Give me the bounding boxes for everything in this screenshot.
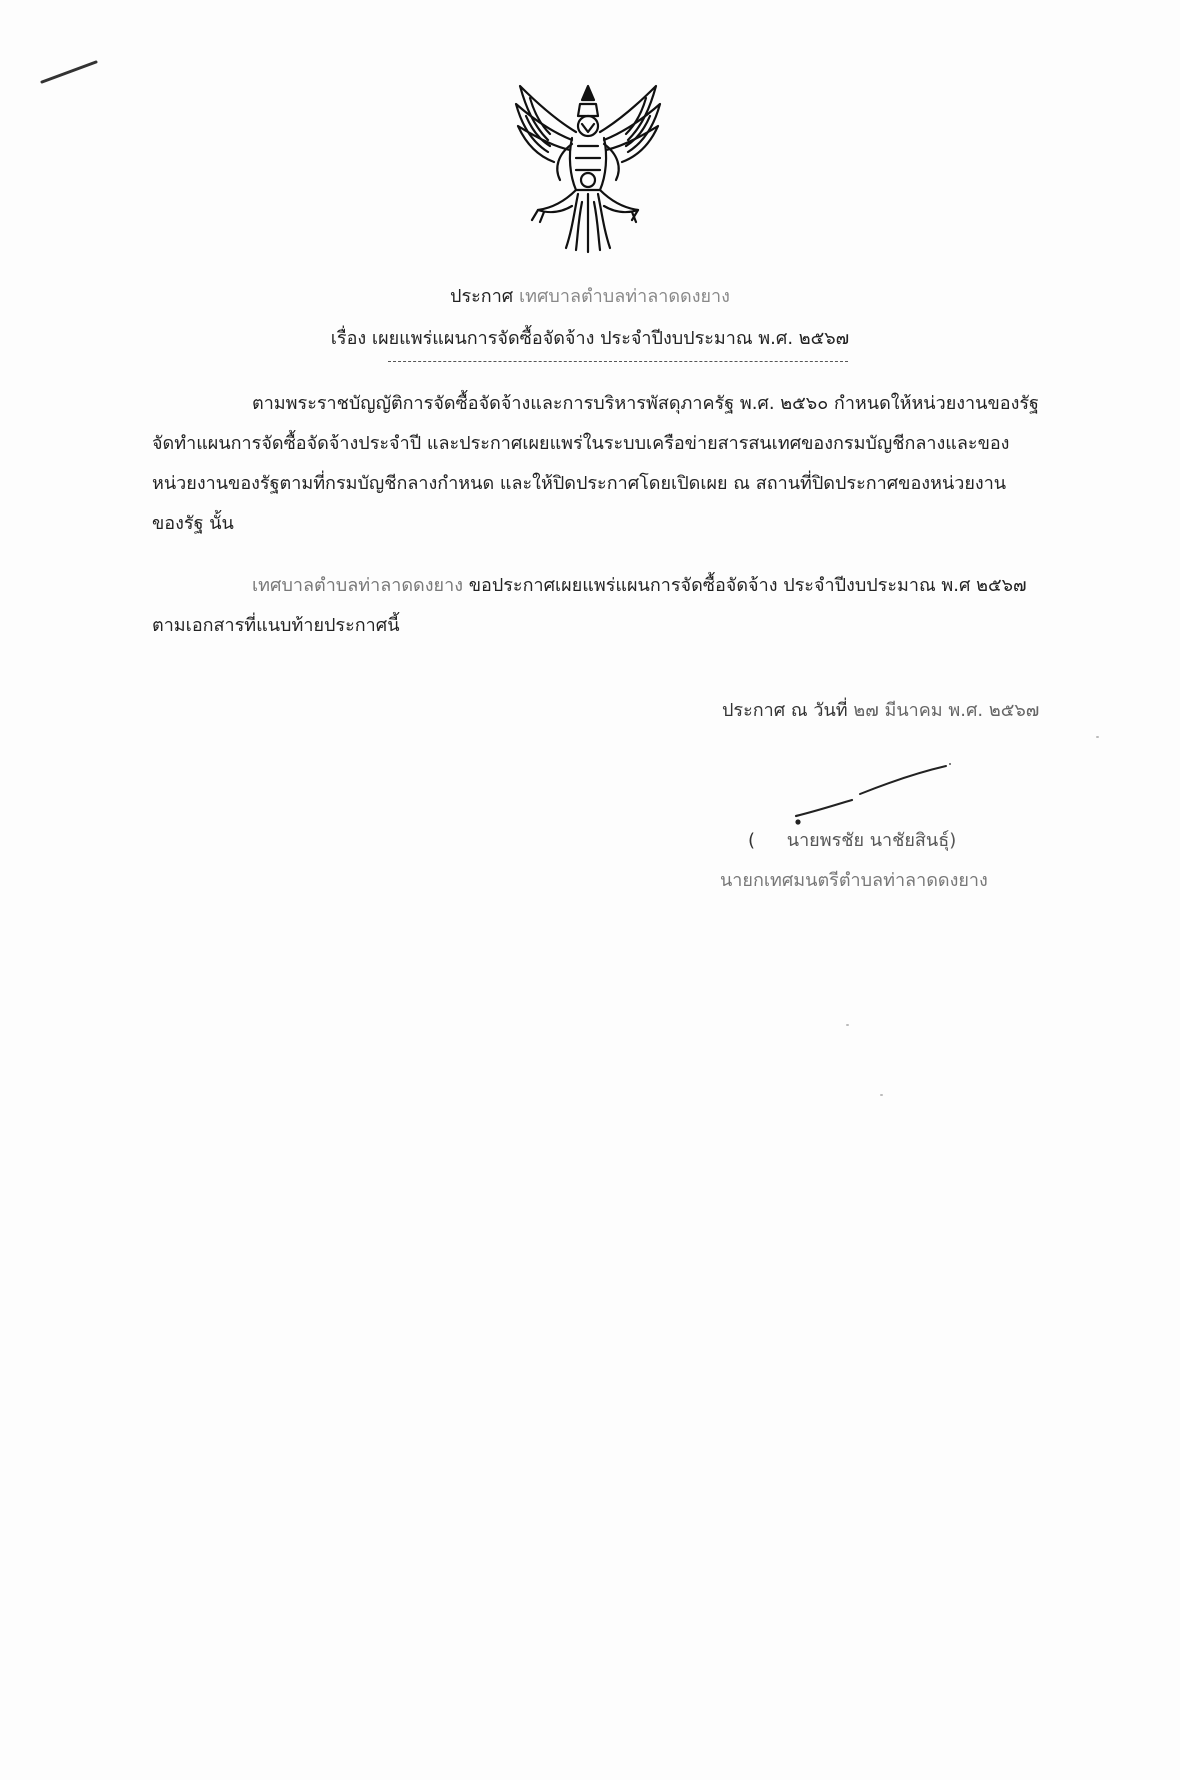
paragraph-2-line xyxy=(152,566,1027,606)
announcement-subject: เรื่อง เผยแพร่แผนการจัดซื้อจัดจ้าง ประจำปีงบประมาณ พ.ศ. ๒๕๖๗ xyxy=(330,328,850,349)
announcement-date-value: ๒๗ มีนาคม พ.ศ. ๒๕๖๗ xyxy=(853,700,1040,721)
paragraph-1-line: ของรัฐ นั้น xyxy=(152,513,234,534)
paragraph-2-text: ขอประกาศเผยแพร่แผนการจัดซื้อจัดจ้าง ประจำปีงบประมาณ พ.ศ ๒๕๖๗ xyxy=(468,575,1027,596)
body-paragraph-1 xyxy=(152,384,1039,544)
pen-stroke-mark xyxy=(40,58,98,88)
announcement-label: ประกาศ xyxy=(450,286,514,307)
garuda-emblem xyxy=(508,82,668,254)
body-paragraph-2 xyxy=(152,566,1027,646)
signatory-title: นายกเทศมนตรีตำบลท่าลาดดงยาง xyxy=(720,870,988,891)
subject-divider xyxy=(388,361,848,362)
signatory-paren: ( xyxy=(748,830,756,851)
scan-speck xyxy=(1096,736,1099,738)
announcement-issuer: เทศบาลตำบลท่าลาดดงยาง xyxy=(518,286,730,307)
handwritten-signature xyxy=(790,760,960,830)
announcement-date xyxy=(722,696,1039,726)
signatory-name-text: นายพรชัย นาชัยสินธุ์) xyxy=(786,830,957,851)
scan-speck xyxy=(846,1024,849,1026)
announced-at-label: ประกาศ ณ วันที่ xyxy=(722,700,848,721)
paragraph-1-line: ตามพระราชบัญญัติการจัดซื้อจัดจ้างและการบริหารพัสดุภาครัฐ พ.ศ. ๒๕๖๐ กำหนดให้หน่วยงานของรัฐ xyxy=(252,393,1039,414)
signatory-name xyxy=(748,826,956,856)
paragraph-1-line: จัดทำแผนการจัดซื้อจัดจ้างประจำปี และประกาศเผยแพร่ในระบบเครือข่ายสารสนเทศของกรมบัญชีกลางและของ xyxy=(152,433,1010,454)
scan-speck xyxy=(880,1094,883,1096)
paragraph-2-issuer: เทศบาลตำบลท่าลาดดงยาง xyxy=(252,575,463,596)
paragraph-2-line: ตามเอกสารที่แนบท้ายประกาศนี้ xyxy=(152,615,400,636)
announcement-header xyxy=(0,284,1180,310)
paragraph-1-line: หน่วยงานของรัฐตามที่กรมบัญชีกลางกำหนด และให้ปิดประกาศโดยเปิดเผย ณ สถานที่ปิดประกาศของหน่วยงาน xyxy=(152,473,1007,494)
